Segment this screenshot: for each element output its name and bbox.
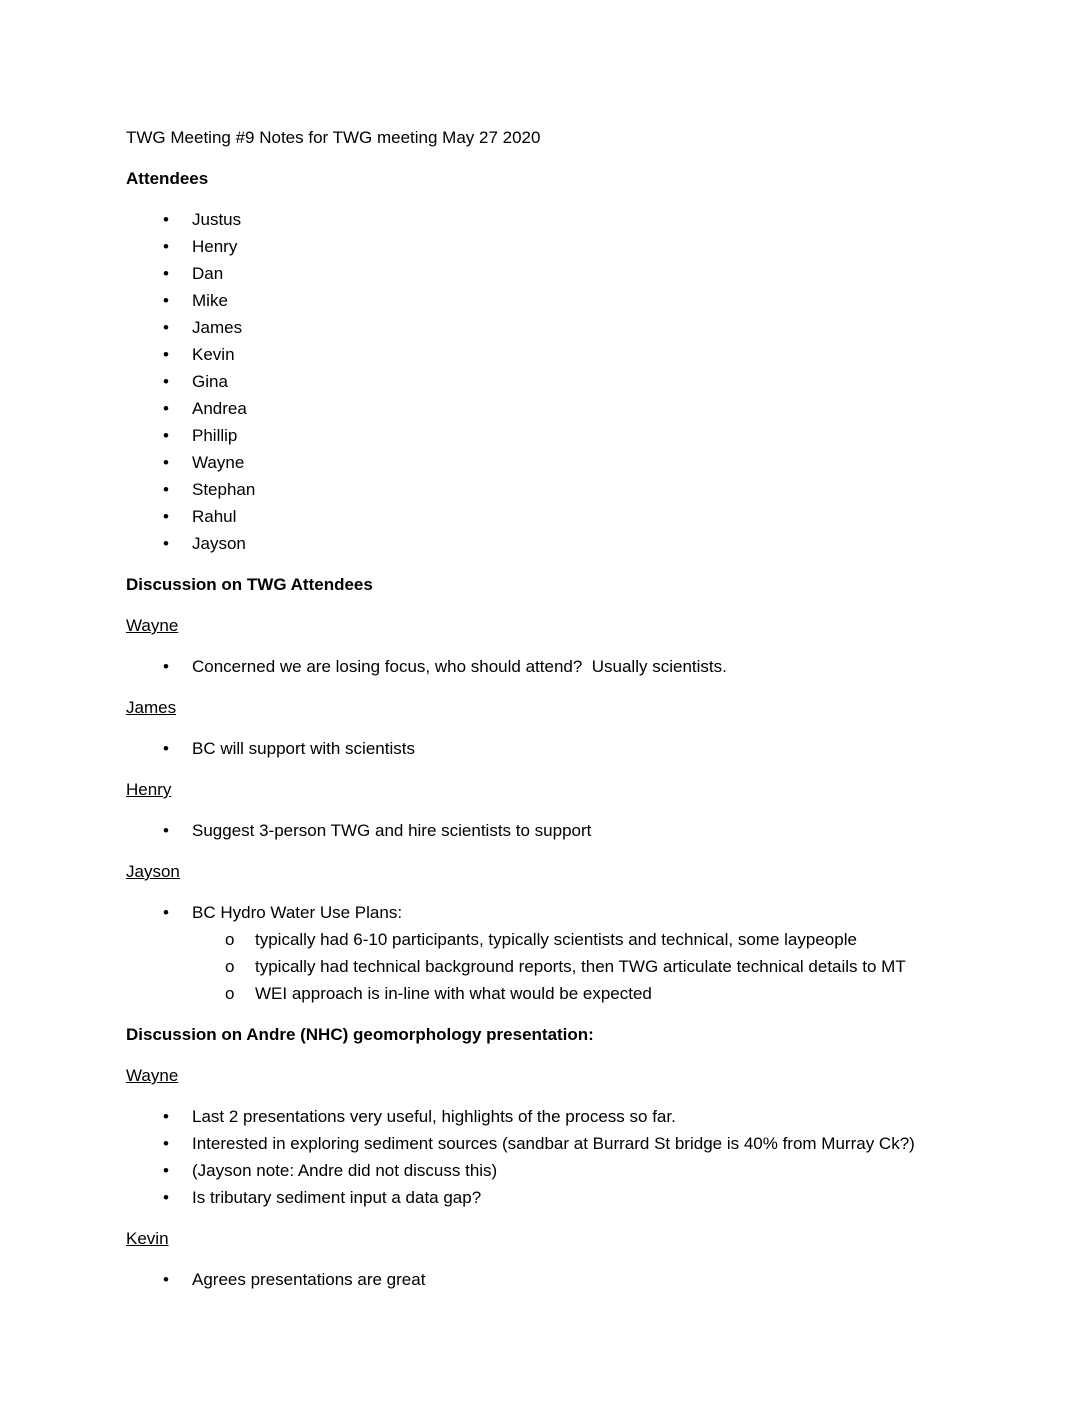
note-item [126, 653, 1058, 680]
speaker-name: Kevin [126, 1229, 169, 1248]
bullet-icon: • [163, 1161, 169, 1180]
bullet-icon: • [163, 1134, 169, 1153]
attendee-name: Mike [192, 291, 228, 310]
bullet-icon: • [163, 821, 169, 840]
bullet-icon: • [163, 903, 169, 922]
bullet-icon: • [163, 291, 169, 310]
note-item [126, 735, 1058, 762]
speaker-name: Wayne [126, 616, 179, 635]
note-item [126, 1157, 1058, 1184]
bullet-icon: • [163, 480, 169, 499]
bullet-icon: • [163, 399, 169, 418]
sub-bullet-icon: o [225, 957, 235, 976]
note-text: (Jayson note: Andre did not discuss this) [192, 1161, 498, 1180]
note-text: typically had 6-10 participants, typically scientists and technical, some laypeople [255, 930, 857, 949]
bullet-icon: • [163, 318, 169, 337]
attendee-name: Gina [192, 372, 228, 391]
attendee-item [126, 314, 1058, 341]
speaker-name: James [126, 698, 177, 717]
bullet-icon: • [163, 426, 169, 445]
attendee-item [126, 530, 1058, 557]
bullet-icon: • [163, 237, 169, 256]
attendee-name: Justus [192, 210, 242, 229]
note-item [126, 817, 1058, 844]
attendee-name: Henry [192, 237, 238, 256]
bullet-icon: • [163, 453, 169, 472]
attendee-name: Kevin [192, 345, 235, 364]
attendee-item [126, 422, 1058, 449]
attendee-item [126, 503, 1058, 530]
note-item [126, 1103, 1058, 1130]
note-list [126, 817, 1058, 844]
note-text: BC Hydro Water Use Plans: [192, 903, 403, 922]
attendee-name: Andrea [192, 399, 247, 418]
bullet-icon: • [163, 264, 169, 283]
attendee-name: Stephan [192, 480, 256, 499]
bullet-icon: • [163, 1270, 169, 1289]
speaker-name: Wayne [126, 1066, 179, 1085]
note-item [126, 1130, 1058, 1157]
note-text: WEI approach is in-line with what would be expected [255, 984, 652, 1003]
attendee-item [126, 233, 1058, 260]
attendees-heading: Attendees [126, 169, 209, 188]
bullet-icon: • [163, 739, 169, 758]
attendee-item [126, 206, 1058, 233]
sub-bullet-icon: o [225, 930, 235, 949]
note-subitem [126, 980, 1058, 1007]
attendee-item [126, 260, 1058, 287]
note-item [126, 1266, 1058, 1293]
attendee-item [126, 368, 1058, 395]
speaker-name: Jayson [126, 862, 180, 881]
attendee-item [126, 287, 1058, 314]
attendee-item [126, 476, 1058, 503]
document-title: TWG Meeting #9 Notes for TWG meeting May 27 2020 [126, 128, 541, 147]
note-text: Suggest 3-person TWG and hire scientists to support [192, 821, 592, 840]
attendee-item [126, 341, 1058, 368]
bullet-icon: • [163, 507, 169, 526]
note-text: Last 2 presentations very useful, highlights of the process so far. [192, 1107, 676, 1126]
attendee-item [126, 395, 1058, 422]
note-text: BC will support with scientists [192, 739, 415, 758]
section-heading-twg-attendees: Discussion on TWG Attendees [126, 575, 373, 594]
note-list [126, 899, 1058, 1007]
note-list [126, 653, 1058, 680]
attendee-name: Jayson [192, 534, 246, 553]
bullet-icon: • [163, 657, 169, 676]
speaker-name: Henry [126, 780, 172, 799]
bullet-icon: • [163, 345, 169, 364]
attendee-name: Phillip [192, 426, 238, 445]
attendee-name: Wayne [192, 453, 245, 472]
attendee-name: James [192, 318, 243, 337]
attendee-name: Rahul [192, 507, 237, 526]
note-text: Concerned we are losing focus, who should attend? Usually scientists. [192, 657, 727, 676]
bullet-icon: • [163, 534, 169, 553]
attendee-name: Dan [192, 264, 224, 283]
note-list [126, 1266, 1058, 1293]
sub-bullet-icon: o [225, 984, 235, 1003]
bullet-icon: • [163, 372, 169, 391]
note-text: Is tributary sediment input a data gap? [192, 1188, 482, 1207]
section-heading-geomorphology: Discussion on Andre (NHC) geomorphology presentation: [126, 1025, 594, 1044]
attendee-item [126, 449, 1058, 476]
note-item [126, 899, 1058, 926]
note-list [126, 1103, 1058, 1211]
bullet-icon: • [163, 210, 169, 229]
note-list [126, 735, 1058, 762]
attendees-list [126, 206, 1058, 557]
note-item [126, 1184, 1058, 1211]
note-text: typically had technical background reports, then TWG articulate technical details to MT [255, 957, 906, 976]
note-subitem [126, 926, 1058, 953]
bullet-icon: • [163, 1107, 169, 1126]
note-text: Interested in exploring sediment sources (sandbar at Burrard St bridge is 40% from Murray Ck?) [192, 1134, 915, 1153]
note-subitem [126, 953, 1058, 980]
bullet-icon: • [163, 1188, 169, 1207]
note-text: Agrees presentations are great [192, 1270, 426, 1289]
